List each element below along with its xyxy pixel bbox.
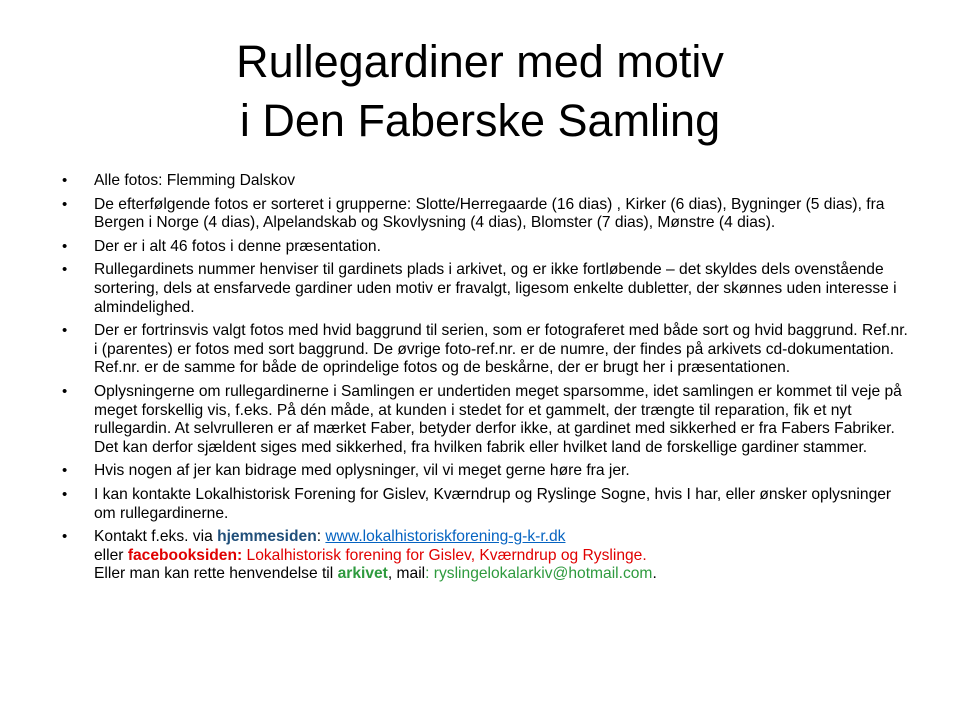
contact-line-facebook [94, 547, 908, 566]
bullet-item: • Oplysningerne om rullegardinerne i Samlingen er undertiden meget sparsomme, idet samlingen er kommet til veje på meget forskellig vis, f.eks. På dén måde, at kunden i stedet for et gammelt, der trængte til reparation, fik et nyt rullegardin. At selvrulleren er af mærket Faber, betyder derfor ikke, at gardinet med sikkerhed er fra Fabers Fabriker. Det kan derfor sjældent siges med sikkerhed, fra hvilken fabrik eller hvilket land de forskellige gardiner stammer. [62, 383, 908, 457]
facebook-prefix: eller [94, 546, 128, 564]
slide-title [40, 32, 920, 150]
contact-prefix: Kontakt f.eks. via [94, 528, 218, 546]
bullet-item: • Der er fortrinsvis valgt fotos med hvid baggrund til serien, som er fotograferet med både sort og hvid baggrund. Ref.nr. i (parentes) er fotos med sort baggrund. De øvrige foto-ref.nr. er de numre, der findes på arkivets cd-dokumentation. Ref.nr. er de samme for både de oprindelige fotos og de beskårne, der er brugt her i præsentationen. [62, 322, 908, 378]
homepage-colon: : [316, 528, 326, 546]
homepage-link[interactable]: www.lokalhistoriskforening-g-k-r.dk [325, 528, 566, 546]
homepage-label: hjemmesiden [217, 528, 317, 546]
title-line-2: i Den Faberske Samling [239, 95, 721, 146]
contact-line-homepage [94, 528, 908, 547]
facebook-text: Lokalhistorisk forening for Gislev, Kværndrup og Ryslinge. [242, 546, 647, 564]
facebook-label: facebooksiden: [127, 546, 243, 564]
bullet-item: • De efterfølgende fotos er sorteret i grupperne: Slotte/Herregaarde (16 dias) , Kirker (6 dias), Bygninger (5 dias), fra Bergen i Norge (4 dias), Alpelandskab og Skovlysning (4 dias), Blomster (7 dias), Mønstre (4 dias). [62, 196, 908, 233]
bullet-item: • I kan kontakte Lokalhistorisk Forening for Gislev, Kværndrup og Ryslinge Sogne, hvis I har, eller ønsker oplysninger om rullegardinerne. [62, 486, 908, 523]
contact-bullet [62, 528, 908, 584]
archive-mid: , mail [387, 565, 426, 583]
bullet-item: • Rullegardinets nummer henviser til gardinets plads i arkivet, og er ikke fortløbende – det skyldes dels ovenstående sortering, dels at ensfarvede gardiner uden motiv er fravalgt, ligesom enkelte dubletter, der skønnes uden interesse i almindelighed. [62, 261, 908, 317]
bullet-item: • Der er i alt 46 fotos i denne præsentation. [62, 238, 908, 257]
bullet-list [62, 172, 908, 589]
archive-label: arkivet [337, 565, 388, 583]
bullet-item: • Hvis nogen af jer kan bidrage med oplysninger, vil vi meget gerne høre fra jer. [62, 462, 908, 481]
contact-line-archive [94, 565, 908, 584]
title-line-1: Rullegardiner med motiv [236, 36, 724, 87]
archive-mail: : ryslingelokalarkiv@hotmail.com [425, 565, 653, 583]
archive-prefix: Eller man kan rette henvendelse til [94, 565, 338, 583]
bullet-item: • Alle fotos: Flemming Dalskov [62, 172, 908, 191]
archive-end: . [652, 565, 657, 583]
